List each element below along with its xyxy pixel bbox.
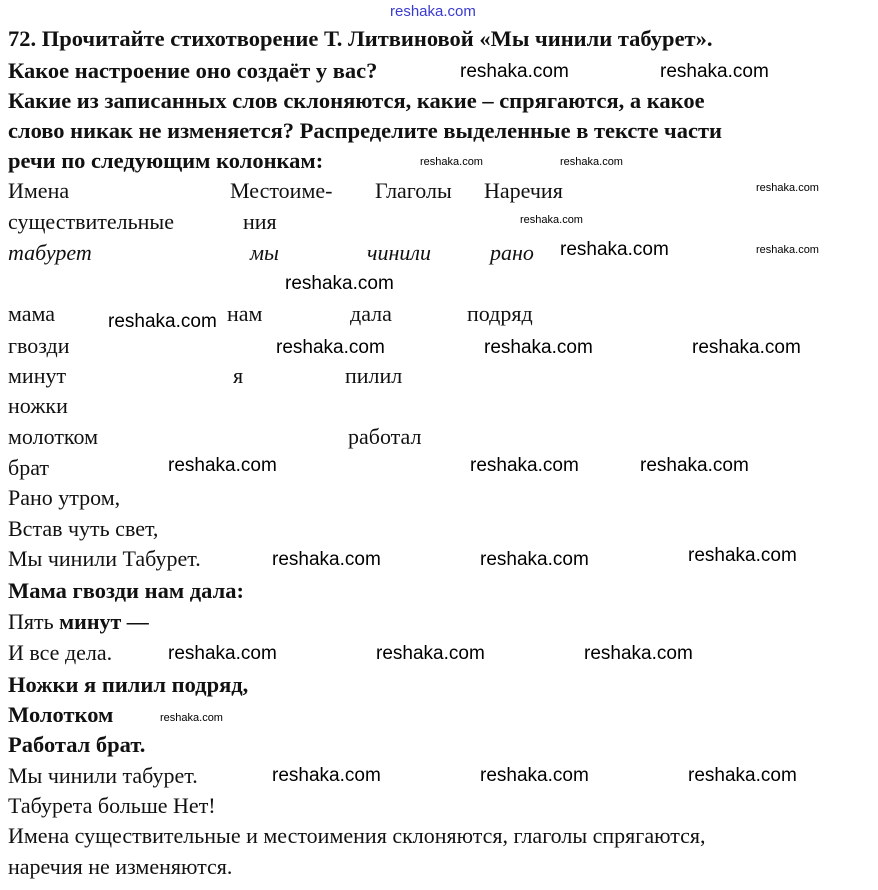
header-verbs: Глаголы xyxy=(375,178,452,203)
adverb-cell: подряд xyxy=(467,301,533,326)
watermark: reshaka.com xyxy=(168,455,277,476)
noun-cell: гвозди xyxy=(8,333,70,358)
task-line: 72. Прочитайте стихотворение Т. Литвиновой «Мы чинили табурет». xyxy=(8,26,713,51)
poem-line: Мы чинили табурет. xyxy=(8,763,198,788)
watermark: reshaka.com xyxy=(160,712,223,724)
poem-line xyxy=(8,609,149,635)
header-nouns: Имена xyxy=(8,178,70,203)
watermark: reshaka.com xyxy=(584,643,693,664)
task-line: речи по следующим колонкам: xyxy=(8,148,324,173)
noun-cell: молотком xyxy=(8,424,99,449)
pronoun-cell: я xyxy=(233,363,244,388)
poem-highlight: минут — xyxy=(59,609,149,634)
watermark: reshaka.com xyxy=(560,156,623,168)
watermark: reshaka.com xyxy=(272,765,381,786)
example-verb: чинили xyxy=(367,240,432,265)
poem-line: Ножки я пилил подряд, xyxy=(8,672,249,697)
watermark: reshaka.com xyxy=(560,239,669,260)
example-pronoun: мы xyxy=(250,240,279,265)
watermark: reshaka.com xyxy=(688,545,797,566)
watermark: reshaka.com xyxy=(460,61,569,82)
poem-line: Встав чуть свет, xyxy=(8,516,159,541)
poem-line: Табурета больше Нет! xyxy=(8,793,216,818)
watermark-top: reshaka.com xyxy=(390,3,476,20)
task-line: слово никак не изменяется? Распределите выделенные в тексте части xyxy=(8,118,723,143)
watermark: reshaka.com xyxy=(756,244,819,256)
noun-cell: брат xyxy=(8,455,50,480)
verb-cell: дала xyxy=(350,301,392,326)
watermark: reshaka.com xyxy=(420,156,483,168)
watermark: reshaka.com xyxy=(108,311,217,332)
pronoun-cell: нам xyxy=(227,301,263,326)
watermark: reshaka.com xyxy=(692,337,801,358)
noun-cell: мама xyxy=(8,301,56,326)
watermark: reshaka.com xyxy=(272,549,381,570)
verb-cell: работал xyxy=(348,424,422,449)
watermark: reshaka.com xyxy=(276,337,385,358)
poem-line: Мы чинили Табурет. xyxy=(8,546,201,571)
watermark: reshaka.com xyxy=(168,643,277,664)
poem-line: Молотком xyxy=(8,702,114,727)
verb-cell: пилил xyxy=(345,363,403,388)
task-line: Какое настроение оно создаёт у вас? xyxy=(8,58,378,83)
watermark: reshaka.com xyxy=(520,214,583,226)
noun-cell: минут xyxy=(8,363,67,388)
example-noun: табурет xyxy=(8,240,92,265)
example-adverb: рано xyxy=(490,240,534,265)
header-pronouns: ния xyxy=(243,209,277,234)
noun-cell: ножки xyxy=(8,393,68,418)
task-line: Какие из записанных слов склоняются, какие – спрягаются, а какое xyxy=(8,88,705,113)
answer-line: Имена существительные и местоимения склоняются, глаголы спрягаются, xyxy=(8,823,706,848)
watermark: reshaka.com xyxy=(640,455,749,476)
header-adverbs: Наречия xyxy=(484,178,563,203)
watermark: reshaka.com xyxy=(480,765,589,786)
header-nouns: существительные xyxy=(8,209,174,234)
watermark: reshaka.com xyxy=(470,455,579,476)
answer-line: наречия не изменяются. xyxy=(8,854,233,879)
poem-line: Работал брат. xyxy=(8,732,146,757)
watermark: reshaka.com xyxy=(484,337,593,358)
watermark: reshaka.com xyxy=(756,182,819,194)
header-pronouns: Местоиме- xyxy=(230,178,333,203)
watermark: reshaka.com xyxy=(688,765,797,786)
watermark: reshaka.com xyxy=(376,643,485,664)
poem-text: Пять xyxy=(8,609,60,634)
poem-line: И все дела. xyxy=(8,640,113,665)
watermark: reshaka.com xyxy=(285,273,394,294)
poem-line: Рано утром, xyxy=(8,485,121,510)
poem-line: Мама гвозди нам дала: xyxy=(8,578,244,603)
watermark: reshaka.com xyxy=(480,549,589,570)
watermark: reshaka.com xyxy=(660,61,769,82)
